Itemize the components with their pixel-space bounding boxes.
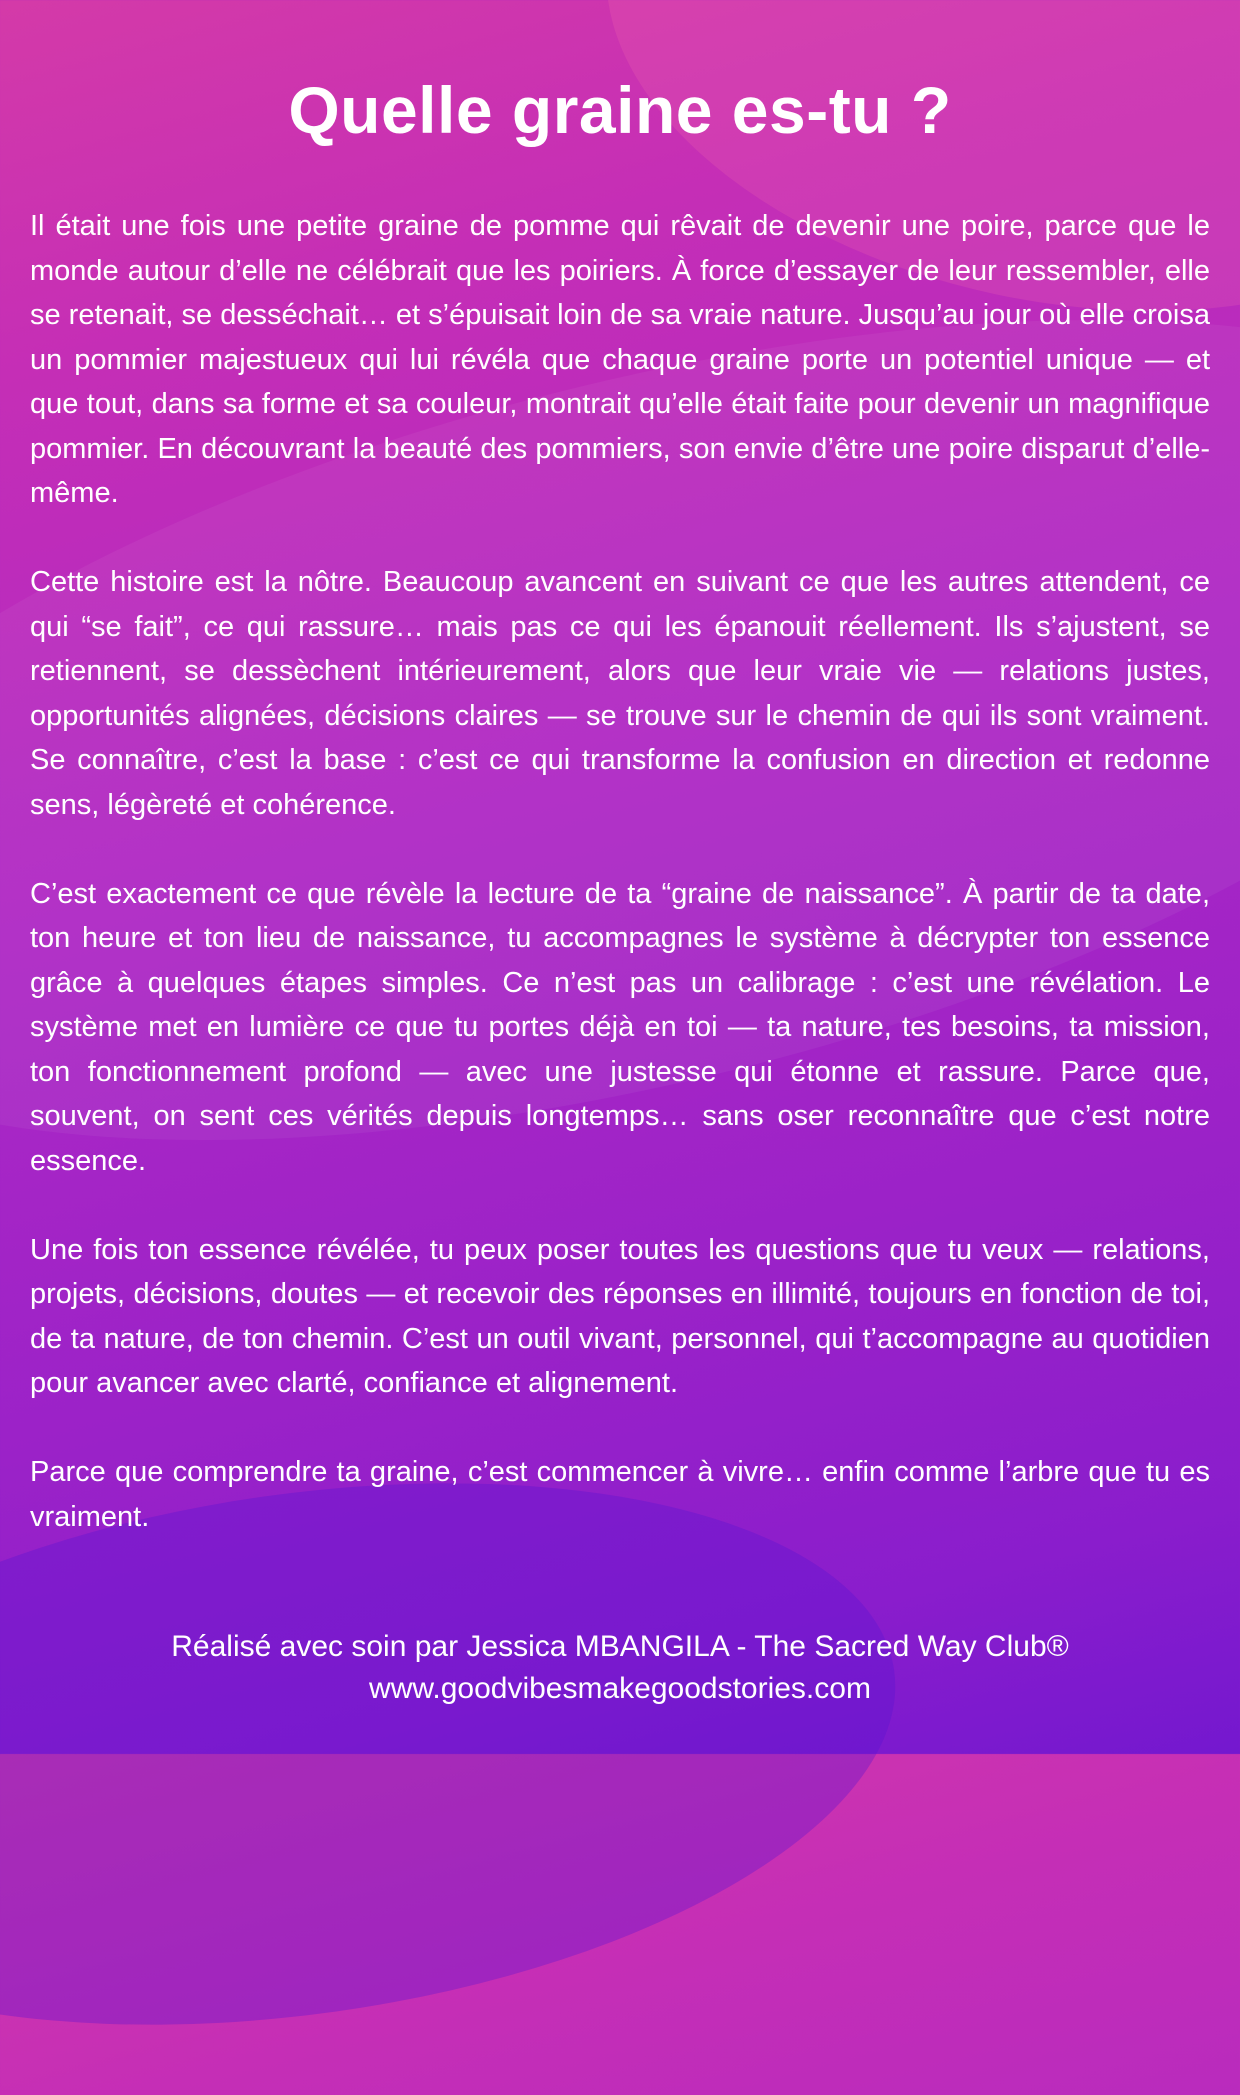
page-title: Quelle graine es-tu ? [288, 73, 952, 147]
footer [0, 1626, 1240, 1710]
paragraph-story: Il était une fois une petite graine de pomme qui rêvait de devenir une poire, parce que le monde autour d’elle ne célébrait que les poiriers. À force d’essayer de leur ressembler, elle se retenait, se desséchait… et s’épuisait loin de sa vraie nature. Jusqu’au jour où elle croisa un pommier majestueux qui lui révéla que chaque graine porte un potentiel unique — et que tout, dans sa forme et sa couleur, montrait qu’elle était faite pour devenir un magnifique pommier. En découvrant la beauté des pommiers, son envie d’être une poire disparut d’elle-même. [30, 210, 1210, 509]
footer-credit: Réalisé avec soin par Jessica MBANGILA - The Sacred Way Club® [171, 1630, 1069, 1663]
document-body [30, 204, 1210, 1539]
footer-website-link[interactable]: www.goodvibesmakegoodstories.com [369, 1672, 871, 1705]
paragraph-conclusion: Parce que comprendre ta graine, c’est commencer à vivre… enfin comme l’arbre que tu es vraiment. [30, 1456, 1210, 1533]
paragraph-birth-seed: C’est exactement ce que révèle la lecture de ta “graine de naissance”. À partir de ta date, ton heure et ton lieu de naissance, tu accompagnes le système à décrypter ton essence grâce à quelques étapes simples. Ce n’est pas un calibrage : c’est une révélation. Le système met en lumière ce que tu portes déjà en toi — ta nature, tes besoins, ta mission, ton fonctionnement profond — avec une justesse qui étonne et rassure. Parce que, souvent, on sent ces vérités depuis longtemps… sans oser reconnaître que c’est notre essence. [30, 877, 1210, 1177]
paragraph-questions: Une fois ton essence révélée, tu peux poser toutes les questions que tu veux — relations, projets, décisions, doutes — et recevoir des réponses en illimité, toujours en fonction de toi, de ta nature, de ton chemin. C’est un outil vivant, personnel, qui t’accompagne au quotidien pour avancer avec clarté, confiance et alignement. [30, 1233, 1210, 1399]
paragraph-our-story: Cette histoire est la nôtre. Beaucoup avancent en suivant ce que les autres attendent, ce qui “se fait”, ce qui rassure… mais pas ce qui les épanouit réellement. Ils s’ajustent, se retiennent, se dessèchent intérieurement, alors que leur vraie vie — relations justes, opportunités alignées, décisions claires — se trouve sur le chemin de qui ils sont vraiment. Se connaître, c’est la base : c’est ce qui transforme la confusion en direction et redonne sens, légèreté et cohérence. [30, 566, 1210, 821]
